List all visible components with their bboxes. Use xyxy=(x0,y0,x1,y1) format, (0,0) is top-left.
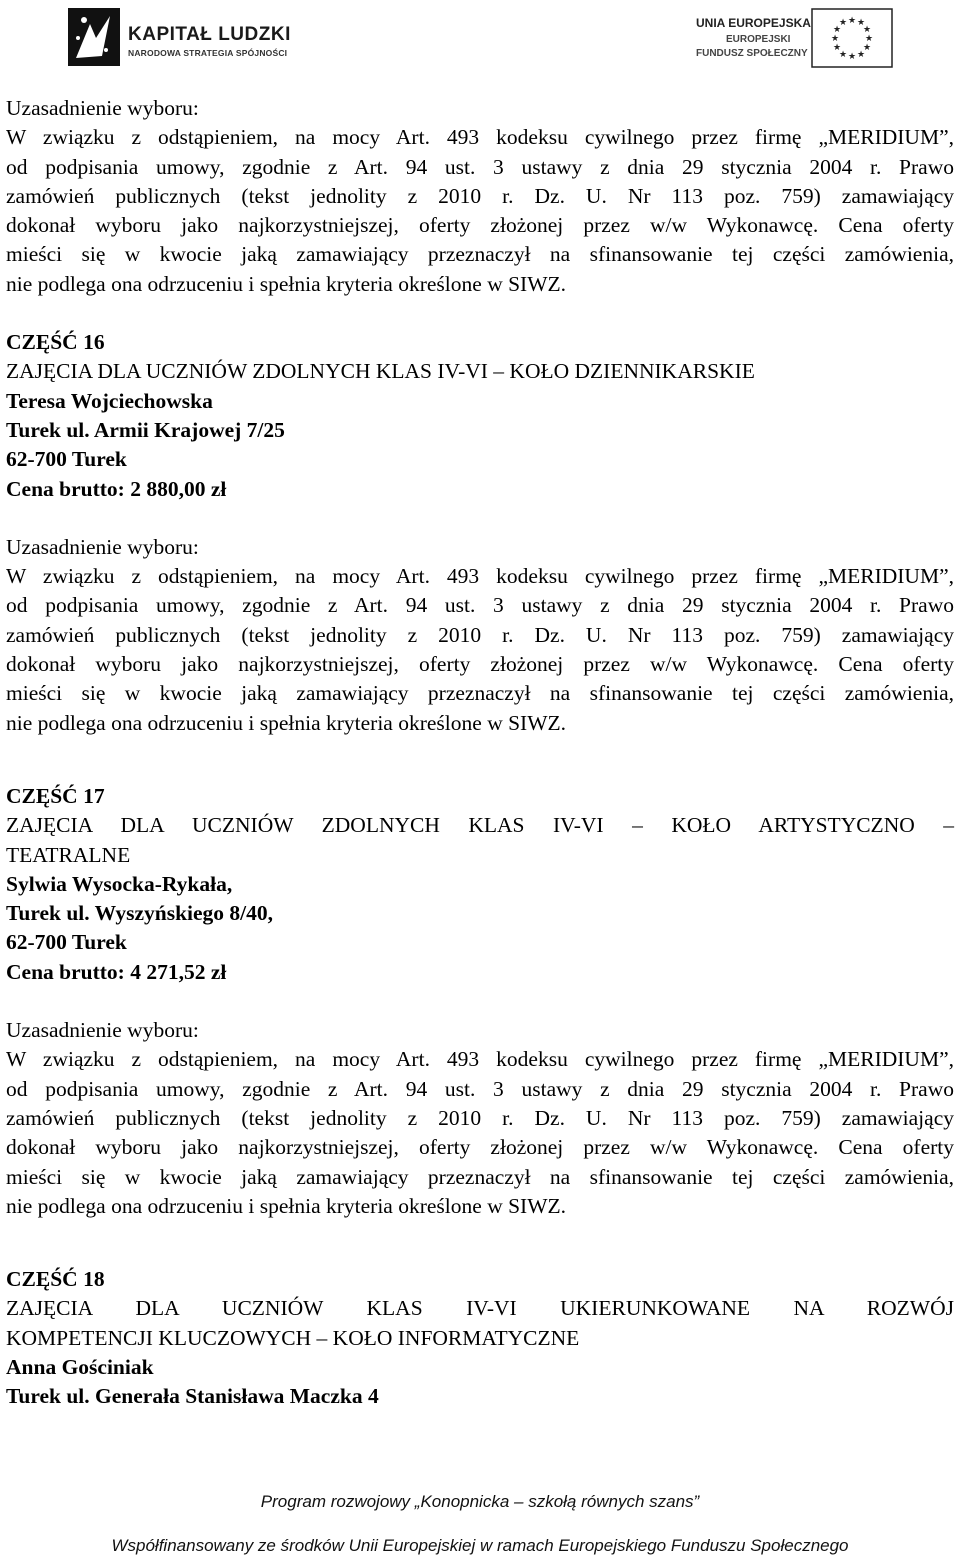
section-17-justification-line: W związku z odstąpieniem, na mocy Art. 493 kodeksu cywilnego przez firmę „MERIDIUM”, xyxy=(6,1047,954,1072)
svg-text:★: ★ xyxy=(847,52,857,62)
intro-justification-line: mieści się w kwocie jaką zamawiający przeznaczył na sfinansowanie tej części zamówienia, xyxy=(6,242,954,267)
section-17-justification-line: od podpisania umowy, zgodnie z Art. 94 ust. 3 ustawy z dnia 29 stycznia 2004 r. Prawo xyxy=(6,1076,954,1101)
intro-justification-line: zamówień publicznych (tekst jednolity z 2010 r. Dz. U. Nr 113 poz. 759) zamawiający xyxy=(6,183,954,208)
footer-cofinancing: Współfinansowany ze środków Unii Europejskiej w ramach Europejskiego Funduszu Społecznego xyxy=(111,1536,849,1555)
section-17-justification-line: zamówień publicznych (tekst jednolity z 2010 r. Dz. U. Nr 113 poz. 759) zamawiający xyxy=(6,1105,954,1130)
intro-justification-line: od podpisania umowy, zgodnie z Art. 94 ust. 3 ustawy z dnia 29 stycznia 2004 r. Prawo xyxy=(6,154,954,179)
svg-text:★: ★ xyxy=(856,50,866,60)
kapital-ludzki-subtitle: NARODOWA STRATEGIA SPÓJNOŚCI xyxy=(128,48,288,58)
section-18-contractor-name: Anna Gościniak xyxy=(6,1354,154,1379)
section-16-postal: 62-700 Turek xyxy=(6,447,127,472)
section-17-justification-line: nie podlega ona odrzuceniu i spełnia kryteria określone w SIWZ. xyxy=(6,1193,567,1218)
section-17-price: Cena brutto: 4 271,52 zł xyxy=(6,959,227,984)
section-17-postal: 62-700 Turek xyxy=(6,930,127,955)
svg-text:★: ★ xyxy=(838,50,848,60)
kapital-ludzki-emblem-icon xyxy=(62,4,124,70)
section-16-justification-line: zamówień publicznych (tekst jednolity z 2010 r. Dz. U. Nr 113 poz. 759) zamawiający xyxy=(6,622,954,647)
kapital-ludzki-logo xyxy=(62,4,312,72)
eu-logo-line3: FUNDUSZ SPOŁECZNY xyxy=(696,48,808,59)
section-17-justification-heading: Uzasadnienie wyboru: xyxy=(6,1018,199,1043)
eu-flag-icon xyxy=(811,8,893,68)
section-16-price: Cena brutto: 2 880,00 zł xyxy=(6,476,227,501)
intro-justification-line: nie podlega ona odrzuceniu i spełnia kryteria określone w SIWZ. xyxy=(6,271,567,296)
section-18-address: Turek ul. Generała Stanisława Maczka 4 xyxy=(6,1384,379,1409)
eu-logo-line2: EUROPEJSKI xyxy=(726,34,791,45)
svg-text:★: ★ xyxy=(856,18,866,28)
svg-text:★: ★ xyxy=(847,16,857,26)
document-body xyxy=(6,94,954,1412)
intro-justification-line: dokonał wyboru jako najkorzystniejszej, oferty złożonej przez w/w Wykonawcę. Cena oferty xyxy=(6,213,954,238)
svg-text:★: ★ xyxy=(862,43,872,53)
svg-text:★: ★ xyxy=(864,34,874,44)
section-17-contractor-name: Sylwia Wysocka-Rykała, xyxy=(6,871,233,896)
section-16-contractor-name: Teresa Wojciechowska xyxy=(6,388,213,413)
section-16-justification-line: od podpisania umowy, zgodnie z Art. 94 ust. 3 ustawy z dnia 29 stycznia 2004 r. Prawo xyxy=(6,593,954,618)
section-16-justification-line: nie podlega ona odrzuceniu i spełnia kryteria określone w SIWZ. xyxy=(6,710,567,735)
section-17-justification-line: mieści się w kwocie jaką zamawiający przeznaczył na sfinansowanie tej części zamówienia, xyxy=(6,1164,954,1189)
section-18-title: ZAJĘCIA DLA UCZNIÓW KLAS IV-VI UKIERUNKOWANE NA ROZWÓJ xyxy=(6,1296,954,1321)
kapital-ludzki-title: KAPITAŁ LUDZKI xyxy=(128,24,291,45)
section-17-title-cont: TEATRALNE xyxy=(6,842,131,867)
footer-program-name: Program rozwojowy „Konopnicka – szkołą równych szans” xyxy=(260,1492,700,1511)
section-16-address: Turek ul. Armii Krajowej 7/25 xyxy=(6,417,285,442)
section-18-title-cont: KOMPETENCJI KLUCZOWYCH – KOŁO INFORMATYCZNE xyxy=(6,1325,580,1350)
svg-text:★: ★ xyxy=(838,18,848,28)
svg-text:★: ★ xyxy=(832,25,842,35)
intro-justification-line: W związku z odstąpieniem, na mocy Art. 493 kodeksu cywilnego przez firmę „MERIDIUM”, xyxy=(6,125,954,150)
section-16-justification-line: mieści się w kwocie jaką zamawiający przeznaczył na sfinansowanie tej części zamówienia, xyxy=(6,681,954,706)
section-16-title: ZAJĘCIA DLA UCZNIÓW ZDOLNYCH KLAS IV-VI – KOŁO DZIENNIKARSKIE xyxy=(6,359,755,384)
intro-justification-heading: Uzasadnienie wyboru: xyxy=(6,96,199,120)
section-16-heading: CZĘŚĆ 16 xyxy=(6,330,105,355)
section-17-heading: CZĘŚĆ 17 xyxy=(6,783,105,808)
section-16-justification-line: W związku z odstąpieniem, na mocy Art. 493 kodeksu cywilnego przez firmę „MERIDIUM”, xyxy=(6,564,954,589)
svg-text:★: ★ xyxy=(830,34,840,44)
section-16-justification-heading: Uzasadnienie wyboru: xyxy=(6,534,199,559)
section-16-justification-line: dokonał wyboru jako najkorzystniejszej, oferty złożonej przez w/w Wykonawcę. Cena oferty xyxy=(6,652,954,677)
section-17-justification-line: dokonał wyboru jako najkorzystniejszej, oferty złożonej przez w/w Wykonawcę. Cena oferty xyxy=(6,1135,954,1160)
section-17-title: ZAJĘCIA DLA UCZNIÓW ZDOLNYCH KLAS IV-VI – KOŁO ARTYSTYCZNO – xyxy=(6,813,954,838)
svg-text:★: ★ xyxy=(832,43,842,53)
section-17-address: Turek ul. Wyszyńskiego 8/40, xyxy=(6,901,274,926)
eu-logo-line1: UNIA EUROPEJSKA xyxy=(696,16,811,30)
eu-efs-logo xyxy=(696,8,906,68)
section-18-heading: CZĘŚĆ 18 xyxy=(6,1267,105,1292)
svg-text:★: ★ xyxy=(862,25,872,35)
